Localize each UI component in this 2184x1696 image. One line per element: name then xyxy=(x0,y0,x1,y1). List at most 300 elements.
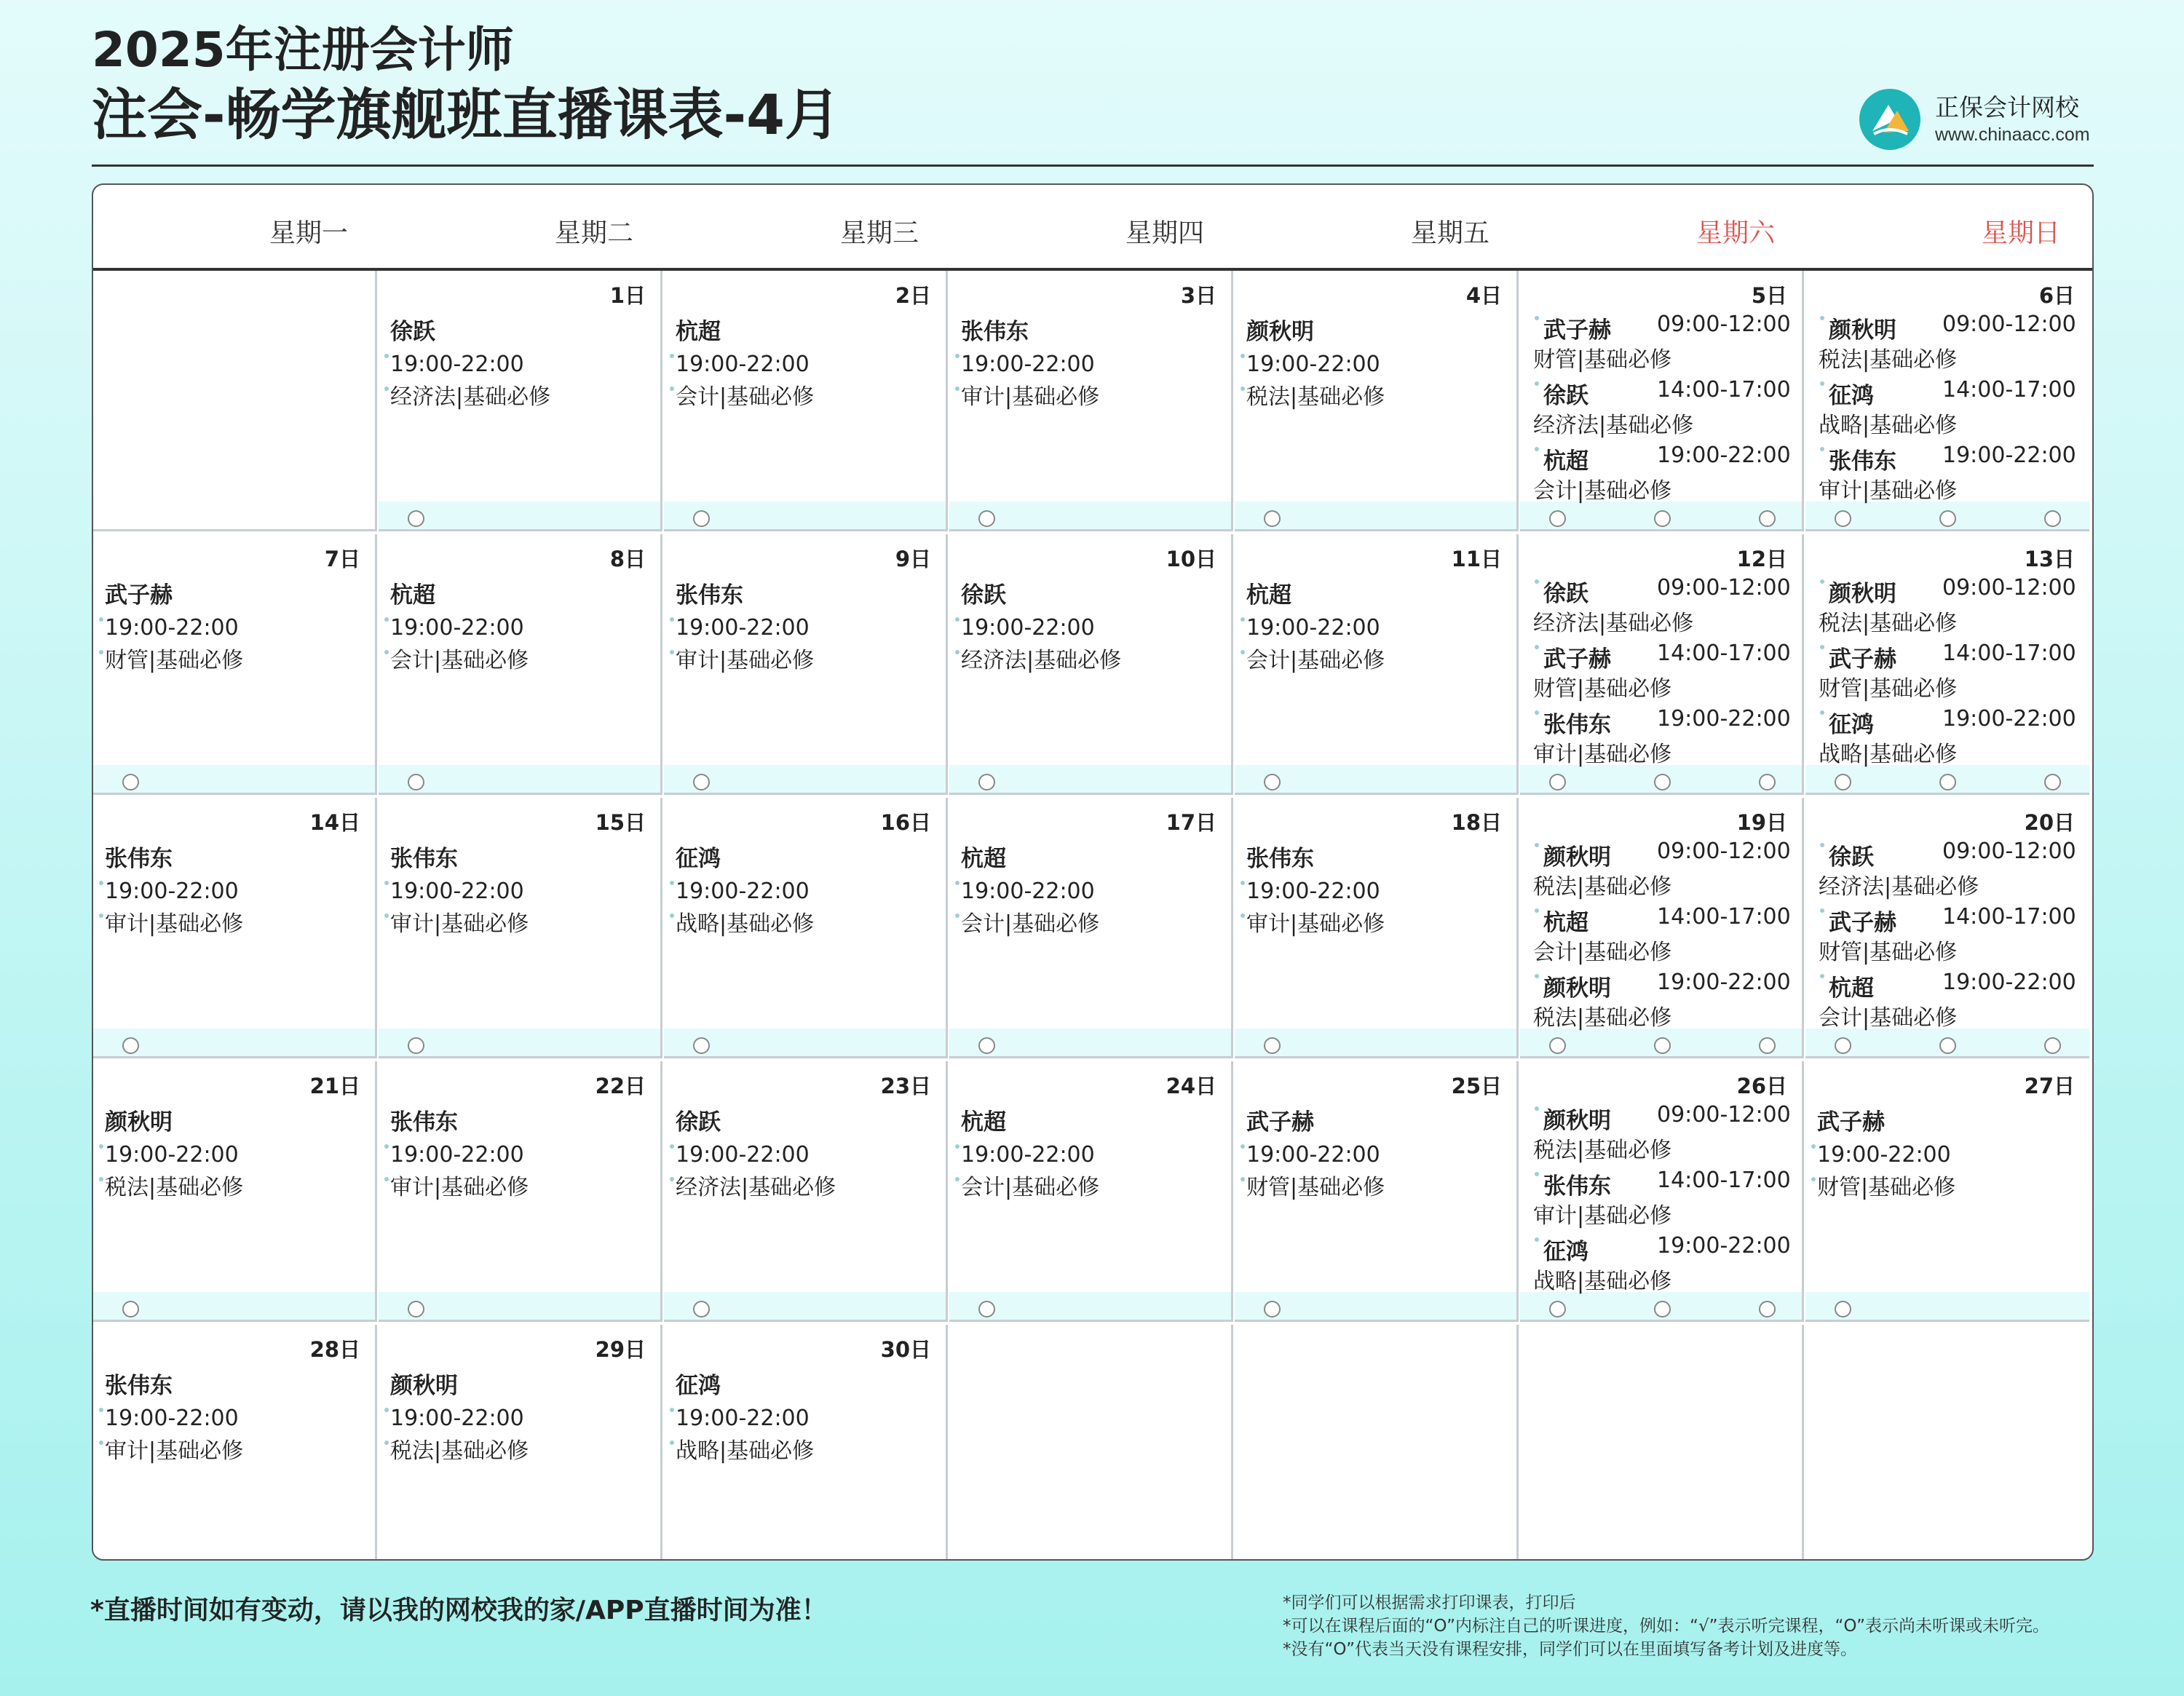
session-subject: 会计|基础必修 xyxy=(1533,940,1672,965)
session-subject: 审计|基础必修 xyxy=(1533,1203,1672,1229)
session xyxy=(1533,575,1795,641)
teacher-name: 杭超 xyxy=(1829,975,1874,1002)
session-subject xyxy=(676,908,814,940)
session-subject-text: 财管|基础必修 xyxy=(105,648,244,673)
bullet-dot-icon xyxy=(670,1144,674,1149)
bullet-dot-icon xyxy=(955,354,960,358)
day-number: 14日 xyxy=(309,810,360,835)
day-number: 17日 xyxy=(1166,810,1216,835)
session-time xyxy=(390,348,550,381)
bullet-dot-icon xyxy=(384,387,389,391)
bullet-dot-icon xyxy=(1241,914,1245,918)
session xyxy=(1533,970,1795,1035)
day-number: 18日 xyxy=(1451,810,1502,835)
progress-circle[interactable] xyxy=(978,774,995,790)
bullet-dot-icon xyxy=(1535,1237,1539,1242)
session-list xyxy=(1819,839,2081,1035)
day-cell xyxy=(1235,798,1519,1058)
teacher-name: 杭超 xyxy=(676,319,721,345)
progress-circle[interactable] xyxy=(1549,510,1566,527)
progress-circle[interactable] xyxy=(1549,1301,1566,1317)
bullet-dot-icon xyxy=(955,1177,960,1181)
logo-name: 正保会计网校 xyxy=(1935,93,2079,122)
footer-note: *没有“O”代表当天没有课程安排，同学们可以在里面填写备考计划及进度等。 xyxy=(1283,1640,1858,1659)
day-number: 11日 xyxy=(1451,547,1502,571)
weekday-label: 星期二 xyxy=(555,218,634,248)
bullet-dot-icon xyxy=(1820,579,1824,584)
progress-circle[interactable] xyxy=(1759,1301,1776,1317)
day-number: 7日 xyxy=(324,547,360,571)
session-time xyxy=(676,875,814,908)
session-time-text: 19:00-22:00 xyxy=(676,1406,810,1431)
session-time-text: 19:00-22:00 xyxy=(1246,879,1380,904)
bullet-dot-icon xyxy=(1535,316,1539,320)
bullet-dot-icon xyxy=(384,650,389,654)
weekday-label: 星期四 xyxy=(1125,218,1205,248)
session-time: 09:00-12:00 xyxy=(1942,575,2076,601)
bullet-dot-icon xyxy=(99,650,103,654)
session-subject xyxy=(676,1435,814,1467)
session xyxy=(390,843,529,940)
session-subject xyxy=(1817,1171,1955,1204)
progress-circle[interactable] xyxy=(1549,1037,1566,1054)
progress-circle[interactable] xyxy=(1759,510,1776,527)
progress-circle[interactable] xyxy=(1654,1037,1671,1054)
day-number: 28日 xyxy=(309,1337,360,1362)
session-time-text: 19:00-22:00 xyxy=(105,1142,239,1168)
session xyxy=(1819,443,2081,508)
bullet-dot-icon xyxy=(1241,617,1245,622)
progress-circle[interactable] xyxy=(693,510,710,527)
session-subject: 战略|基础必修 xyxy=(1533,1269,1672,1294)
session-time: 09:00-12:00 xyxy=(1942,839,2076,864)
progress-circle[interactable] xyxy=(408,774,424,790)
teacher-name: 征鸿 xyxy=(676,1373,721,1399)
session-subject: 会计|基础必修 xyxy=(1819,1005,1958,1031)
session-subject: 审计|基础必修 xyxy=(1533,742,1672,767)
session-time xyxy=(1246,1138,1385,1171)
bullet-dot-icon xyxy=(670,617,674,622)
day-cell xyxy=(664,534,948,795)
session-time xyxy=(1817,1138,1955,1171)
bullet-dot-icon xyxy=(670,1408,674,1412)
session xyxy=(1533,641,1795,706)
session-subject: 税法|基础必修 xyxy=(1819,611,1958,636)
day-number: 6日 xyxy=(2038,283,2075,308)
day-cell xyxy=(664,271,948,531)
weekday-label: 星期六 xyxy=(1696,218,1776,248)
teacher-name: 张伟东 xyxy=(1246,846,1314,872)
day-number: 15日 xyxy=(595,810,646,835)
teacher-name: 颜秋明 xyxy=(1246,319,1314,345)
session xyxy=(390,316,550,413)
day-number: 21日 xyxy=(309,1074,360,1098)
session-subject xyxy=(390,381,550,413)
session-time xyxy=(1246,348,1385,381)
footer-note: *可以在课程后面的“O”内标注自己的听课进度，例如：“√”表示听完课程，“O”表示尚未听课或未听完。 xyxy=(1283,1617,2050,1636)
session xyxy=(676,1370,814,1467)
day-number: 27日 xyxy=(2024,1074,2075,1098)
teacher-name: 武子赫 xyxy=(105,582,173,609)
teacher-name: 张伟东 xyxy=(1543,1173,1611,1200)
session-subject-text: 会计|基础必修 xyxy=(961,1175,1100,1200)
teacher-name: 张伟东 xyxy=(1829,448,1896,475)
session-time: 09:00-12:00 xyxy=(1657,312,1791,337)
bullet-dot-icon xyxy=(1535,843,1539,847)
bullet-dot-icon xyxy=(1535,1106,1539,1111)
session-time-text: 19:00-22:00 xyxy=(390,352,524,377)
session-list xyxy=(1533,839,1795,1035)
bullet-dot-icon xyxy=(1820,645,1824,649)
bullet-dot-icon xyxy=(670,881,674,885)
session-time-text: 19:00-22:00 xyxy=(961,1142,1095,1168)
session-time-text: 19:00-22:00 xyxy=(390,1406,524,1431)
session-time: 19:00-22:00 xyxy=(1657,706,1791,732)
session xyxy=(1819,706,2081,772)
teacher-name: 徐跃 xyxy=(1829,844,1874,871)
day-cell xyxy=(1520,271,1804,531)
progress-circle[interactable] xyxy=(408,1037,424,1054)
progress-circle[interactable] xyxy=(1264,510,1281,527)
session-time xyxy=(1246,611,1385,644)
session-time: 19:00-22:00 xyxy=(1942,443,2076,468)
empty-day-cell xyxy=(1805,1325,2089,1561)
session-subject-text: 战略|基础必修 xyxy=(676,911,815,937)
progress-circle[interactable] xyxy=(2044,1037,2061,1054)
bullet-dot-icon xyxy=(99,881,103,885)
session-subject-text: 会计|基础必修 xyxy=(961,911,1100,937)
progress-circle[interactable] xyxy=(1835,1037,1851,1054)
progress-circle[interactable] xyxy=(122,1301,139,1317)
progress-circle[interactable] xyxy=(408,1301,424,1317)
bullet-dot-icon xyxy=(99,1144,103,1149)
session-subject xyxy=(961,1171,1099,1204)
session-subject-text: 财管|基础必修 xyxy=(1817,1175,1956,1200)
session-subject: 税法|基础必修 xyxy=(1533,1005,1672,1031)
session-subject: 战略|基础必修 xyxy=(1819,413,1958,438)
bullet-dot-icon xyxy=(955,1144,960,1149)
session-subject: 税法|基础必修 xyxy=(1533,1138,1672,1163)
session-time: 14:00-17:00 xyxy=(1657,1168,1791,1193)
footer-notice: *直播时间如有变动，请以我的网校我的家/APP直播时间为准！ xyxy=(90,1596,828,1625)
session-time: 14:00-17:00 xyxy=(1942,377,2076,403)
session-time xyxy=(105,1402,243,1435)
session-subject: 税法|基础必修 xyxy=(1819,347,1958,373)
session xyxy=(1819,377,2081,443)
teacher-name: 征鸿 xyxy=(1829,383,1874,409)
session-subject xyxy=(390,1435,529,1467)
day-number: 9日 xyxy=(895,547,931,571)
session-time: 14:00-17:00 xyxy=(1657,641,1791,666)
bullet-dot-icon xyxy=(1811,1177,1816,1181)
teacher-name: 杭超 xyxy=(390,582,435,609)
session-time xyxy=(961,348,1099,381)
session xyxy=(390,1370,529,1467)
session-time xyxy=(676,1138,836,1171)
bullet-dot-icon xyxy=(384,617,389,622)
day-cell xyxy=(1520,1061,1804,1322)
teacher-name: 征鸿 xyxy=(676,846,721,872)
teacher-name: 颜秋明 xyxy=(1543,975,1611,1002)
session-subject-text: 审计|基础必修 xyxy=(390,1175,529,1200)
progress-circle[interactable] xyxy=(1654,510,1671,527)
progress-circle[interactable] xyxy=(1264,1037,1281,1054)
progress-circle[interactable] xyxy=(1654,1301,1671,1317)
session xyxy=(105,843,243,940)
session-time-text: 19:00-22:00 xyxy=(1817,1142,1951,1168)
empty-day-cell xyxy=(949,1325,1233,1561)
teacher-name: 颜秋明 xyxy=(105,1109,173,1136)
session-time-text: 19:00-22:00 xyxy=(676,1142,810,1168)
weekday-label: 星期一 xyxy=(269,218,349,248)
title-line-1: 2025年注册会计师 xyxy=(92,22,514,78)
bullet-dot-icon xyxy=(955,881,960,885)
session-list xyxy=(1533,575,1795,772)
progress-circle[interactable] xyxy=(1264,774,1281,790)
day-cell xyxy=(1235,1061,1519,1322)
session xyxy=(676,1106,836,1204)
session-subject-text: 会计|基础必修 xyxy=(676,384,815,410)
session xyxy=(1246,579,1385,677)
session-subject-text: 会计|基础必修 xyxy=(390,648,529,673)
day-cell xyxy=(93,1061,377,1322)
session-subject: 经济法|基础必修 xyxy=(1819,874,1979,900)
session xyxy=(1819,904,2081,970)
bullet-dot-icon xyxy=(1241,1144,1245,1149)
bullet-dot-icon xyxy=(1820,316,1824,320)
bullet-dot-icon xyxy=(1241,881,1245,885)
day-cell xyxy=(1805,798,2089,1058)
session-subject: 战略|基础必修 xyxy=(1819,742,1958,767)
session-time: 19:00-22:00 xyxy=(1657,443,1791,468)
session-subject-text: 审计|基础必修 xyxy=(390,911,529,937)
session-subject-text: 审计|基础必修 xyxy=(1246,911,1385,937)
session xyxy=(961,843,1099,940)
day-cell xyxy=(1235,534,1519,795)
session-subject xyxy=(1246,381,1385,413)
session xyxy=(390,1106,529,1204)
session xyxy=(1533,706,1795,772)
progress-circle[interactable] xyxy=(122,1037,139,1054)
teacher-name: 武子赫 xyxy=(1543,317,1611,344)
teacher-name: 杭超 xyxy=(1543,448,1588,475)
teacher-name: 颜秋明 xyxy=(1829,317,1896,344)
weekday-label: 星期五 xyxy=(1411,218,1490,248)
day-number: 10日 xyxy=(1166,547,1216,571)
day-number: 4日 xyxy=(1465,283,1502,308)
session-subject-text: 审计|基础必修 xyxy=(105,1438,244,1464)
day-number: 25日 xyxy=(1451,1074,1502,1098)
session xyxy=(1533,312,1795,377)
progress-circle[interactable] xyxy=(693,1301,710,1317)
day-cell xyxy=(949,1061,1233,1322)
session xyxy=(1533,1102,1795,1168)
teacher-name: 颜秋明 xyxy=(390,1373,458,1399)
progress-circle[interactable] xyxy=(1654,774,1671,790)
progress-circle[interactable] xyxy=(2044,774,2061,790)
bullet-dot-icon xyxy=(1535,645,1539,649)
bullet-dot-icon xyxy=(670,1177,674,1181)
empty-day-cell xyxy=(1520,1325,1804,1561)
session-subject-text: 会计|基础必修 xyxy=(1246,648,1385,673)
session-subject-text: 经济法|基础必修 xyxy=(676,1175,836,1200)
session xyxy=(105,1106,243,1204)
session-time xyxy=(390,611,529,644)
session-list xyxy=(1819,575,2081,772)
session-subject xyxy=(390,1171,529,1204)
teacher-name: 徐跃 xyxy=(961,582,1006,609)
session xyxy=(390,579,529,677)
session-time-text: 19:00-22:00 xyxy=(1246,352,1380,377)
session-list xyxy=(1819,312,2081,508)
progress-circle[interactable] xyxy=(408,510,424,527)
day-number: 22日 xyxy=(595,1074,646,1098)
teacher-name: 杭超 xyxy=(1543,910,1588,936)
session-subject-text: 税法|基础必修 xyxy=(1246,384,1385,410)
progress-circle[interactable] xyxy=(693,774,710,790)
progress-circle[interactable] xyxy=(1939,774,1956,790)
session-subject xyxy=(1246,644,1385,677)
session-time-text: 19:00-22:00 xyxy=(390,1142,524,1168)
progress-circle[interactable] xyxy=(1939,510,1956,527)
session xyxy=(1533,839,1795,904)
bullet-dot-icon xyxy=(1241,354,1245,358)
session-subject-text: 税法|基础必修 xyxy=(105,1175,244,1200)
progress-circle[interactable] xyxy=(1835,510,1851,527)
bullet-dot-icon xyxy=(1241,650,1245,654)
session-subject: 审计|基础必修 xyxy=(1819,478,1958,504)
progress-circle[interactable] xyxy=(978,1037,995,1054)
weekday-header xyxy=(93,185,2092,271)
session-subject xyxy=(390,908,529,940)
session-time-text: 19:00-22:00 xyxy=(105,879,239,904)
day-cell xyxy=(379,271,662,531)
progress-circle[interactable] xyxy=(1759,774,1776,790)
bullet-dot-icon xyxy=(384,1144,389,1149)
progress-circle[interactable] xyxy=(693,1037,710,1054)
session-time xyxy=(676,611,814,644)
progress-circle[interactable] xyxy=(1835,774,1851,790)
progress-circle[interactable] xyxy=(1264,1301,1281,1317)
teacher-name: 张伟东 xyxy=(1543,712,1611,738)
bullet-dot-icon xyxy=(99,1441,103,1445)
session-time-text: 19:00-22:00 xyxy=(961,352,1095,377)
bullet-dot-icon xyxy=(384,1408,389,1412)
session-subject xyxy=(676,381,814,413)
session-time: 19:00-22:00 xyxy=(1657,1233,1791,1259)
teacher-name: 张伟东 xyxy=(676,582,743,609)
day-cell xyxy=(664,1325,948,1561)
bullet-dot-icon xyxy=(1811,1144,1816,1149)
teacher-name: 张伟东 xyxy=(105,1373,173,1399)
bullet-dot-icon xyxy=(1820,381,1824,386)
progress-circle[interactable] xyxy=(1759,1037,1776,1054)
footer-note: *同学们可以根据需求打印课表，打印后 xyxy=(1283,1593,1576,1612)
footer-notes xyxy=(1283,1591,2049,1661)
progress-circle[interactable] xyxy=(1549,774,1566,790)
bullet-dot-icon xyxy=(955,650,960,654)
day-cell xyxy=(1235,271,1519,531)
day-cell xyxy=(379,534,662,795)
day-cell xyxy=(1805,1061,2089,1322)
bullet-dot-icon xyxy=(670,387,674,391)
day-number: 23日 xyxy=(880,1074,931,1098)
session-subject-text: 战略|基础必修 xyxy=(676,1438,815,1464)
session xyxy=(1819,641,2081,706)
session-time xyxy=(961,611,1121,644)
bullet-dot-icon xyxy=(99,914,103,918)
day-cell xyxy=(949,798,1233,1058)
day-cell xyxy=(1520,798,1804,1058)
bullet-dot-icon xyxy=(99,1177,103,1181)
bullet-dot-icon xyxy=(670,914,674,918)
progress-circle[interactable] xyxy=(122,774,139,790)
bullet-dot-icon xyxy=(670,650,674,654)
session-subject-text: 财管|基础必修 xyxy=(1246,1175,1385,1200)
teacher-name: 杭超 xyxy=(1246,582,1291,609)
session-time xyxy=(1246,875,1385,908)
teacher-name: 张伟东 xyxy=(390,846,458,872)
day-cell xyxy=(379,798,662,1058)
bullet-dot-icon xyxy=(1535,1172,1539,1176)
bullet-dot-icon xyxy=(1820,447,1824,451)
day-cell xyxy=(93,1325,377,1561)
teacher-name: 颜秋明 xyxy=(1543,844,1611,871)
session xyxy=(961,579,1121,677)
teacher-name: 张伟东 xyxy=(961,319,1029,345)
session-time: 09:00-12:00 xyxy=(1942,312,2076,337)
session-time-text: 19:00-22:00 xyxy=(1246,1142,1380,1168)
bullet-dot-icon xyxy=(670,1441,674,1445)
day-number: 5日 xyxy=(1751,283,1787,308)
session xyxy=(676,316,814,413)
session xyxy=(1533,443,1795,508)
session-subject xyxy=(105,1435,243,1467)
progress-circle[interactable] xyxy=(978,510,995,527)
session-time-text: 19:00-22:00 xyxy=(676,352,810,377)
session xyxy=(1246,1106,1385,1204)
session xyxy=(1533,1233,1795,1299)
teacher-name: 徐跃 xyxy=(676,1109,721,1136)
bullet-dot-icon xyxy=(1535,974,1539,978)
session-subject xyxy=(961,908,1099,940)
session-subject xyxy=(1246,908,1385,940)
teacher-name: 武子赫 xyxy=(1543,646,1611,673)
logo-url: www.chinaacc.com xyxy=(1935,124,2090,145)
teacher-name: 张伟东 xyxy=(105,846,173,872)
progress-circle[interactable] xyxy=(978,1301,995,1317)
progress-circle[interactable] xyxy=(1835,1301,1851,1317)
bullet-dot-icon xyxy=(1535,447,1539,451)
bullet-dot-icon xyxy=(384,354,389,358)
session-list xyxy=(1533,1102,1795,1299)
session-time xyxy=(390,1138,529,1171)
day-cell xyxy=(1805,271,2089,531)
progress-circle[interactable] xyxy=(2044,510,2061,527)
bullet-dot-icon xyxy=(1535,710,1539,715)
bullet-dot-icon xyxy=(384,881,389,885)
session xyxy=(1819,839,2081,904)
session-list xyxy=(1533,312,1795,508)
session-time xyxy=(961,875,1099,908)
session-subject: 财管|基础必修 xyxy=(1819,676,1958,702)
bullet-dot-icon xyxy=(1820,710,1824,715)
progress-circle[interactable] xyxy=(1939,1037,1956,1054)
title-line-2: 注会-畅学旗舰班直播课表-4月 xyxy=(92,82,840,147)
day-number: 1日 xyxy=(609,283,646,308)
session-time: 14:00-17:00 xyxy=(1657,377,1791,403)
session xyxy=(1819,575,2081,641)
